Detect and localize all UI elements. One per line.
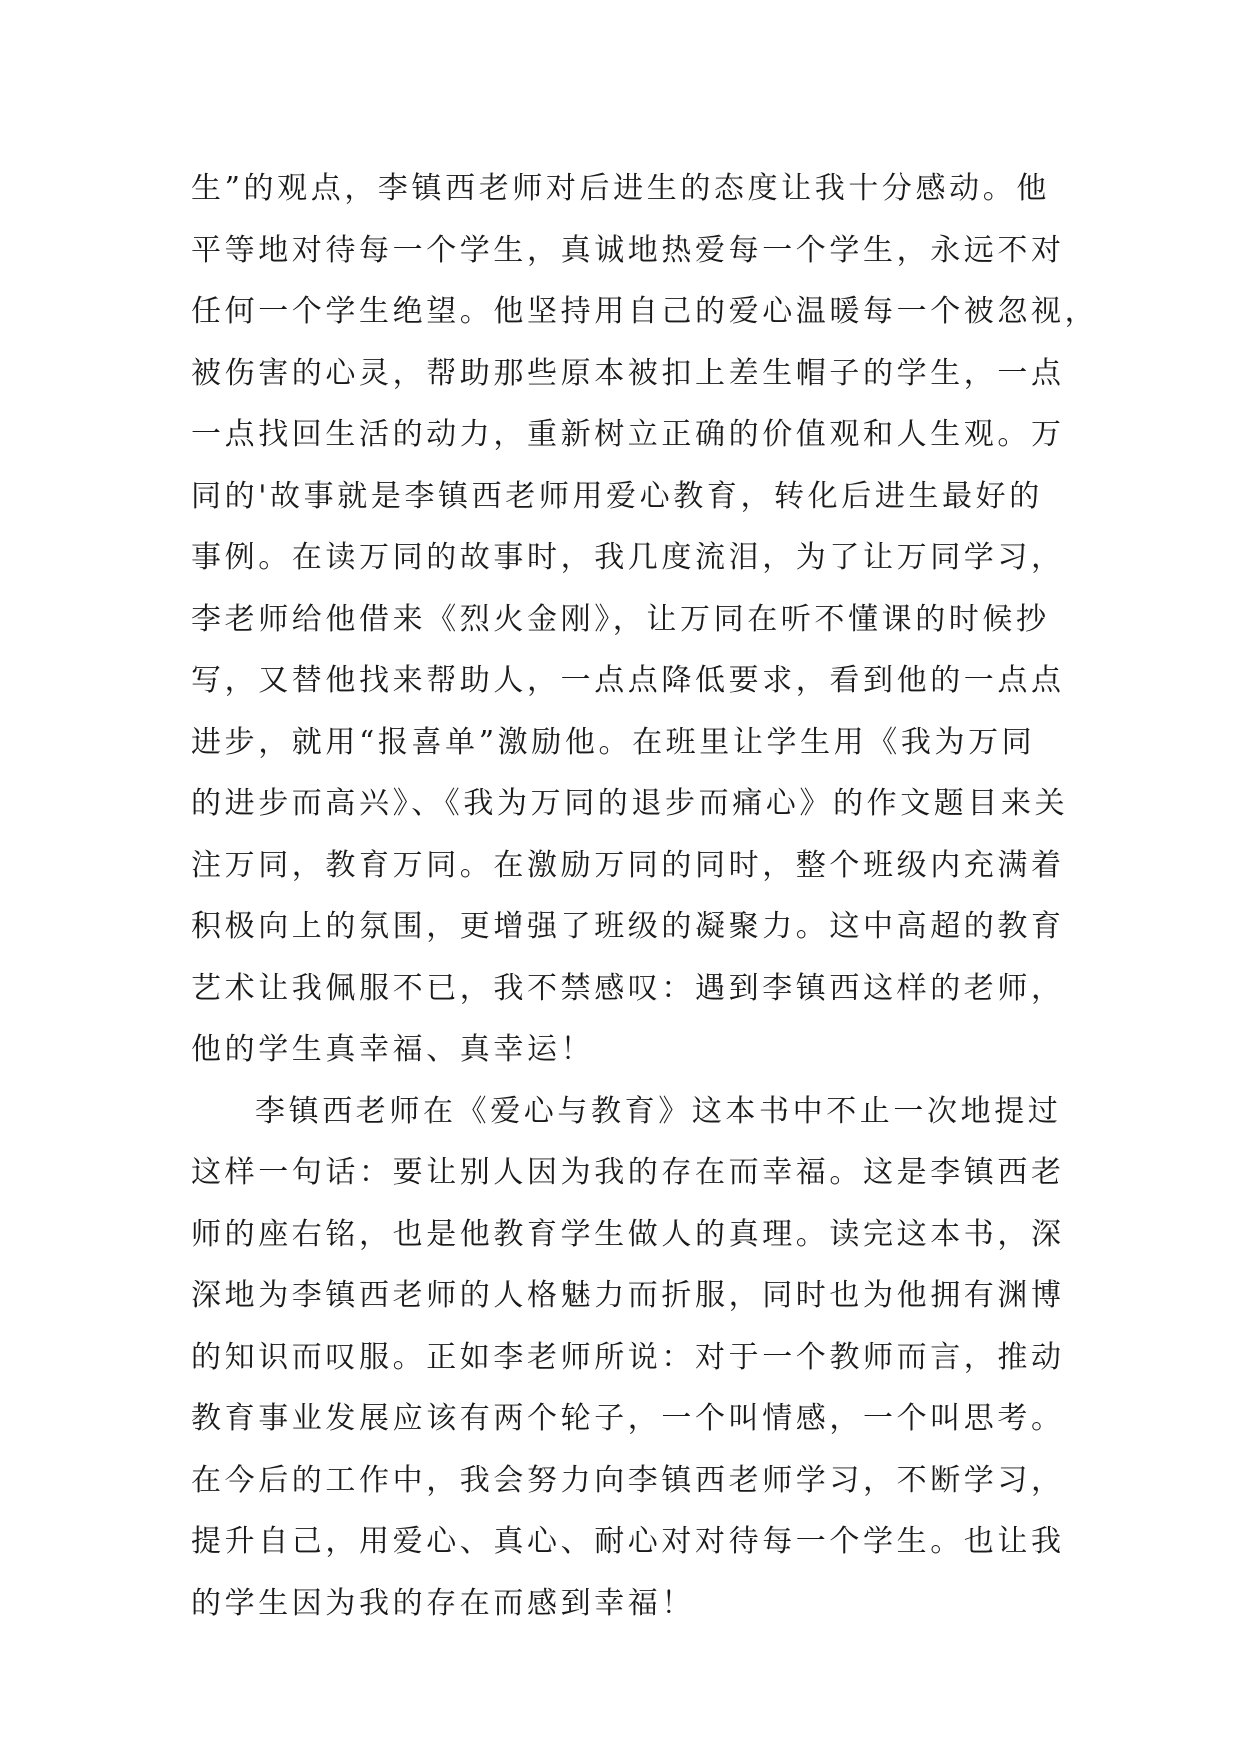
text-line: 李老师给他借来《烈火金刚》，让万同在听不懂课的时候抄 — [191, 601, 1050, 637]
text-line: 进步，就用“报喜单”激励他。在班里让学生用《我为万同 — [191, 724, 1036, 760]
text-line: 生”的观点，李镇西老师对后进生的态度让我十分感动。他 — [191, 171, 1050, 206]
text-line: 注万同，教育万同。在激励万同的同时，整个班级内充满着 — [191, 847, 1065, 883]
text-line: 任何一个学生绝望。他坚持用自己的爱心温暖每一个被忽视， — [191, 294, 1099, 329]
text-line: 被伤害的心灵，帮助那些原本被扣上差生帽子的学生，一点 — [191, 355, 1065, 391]
text-line: 在今后的工作中，我会努力向李镇西老师学习，不断学习， — [191, 1462, 1065, 1498]
text-line: 的进步而高兴》、《我为万同的退步而痛心》的作文题目来关 — [191, 786, 1069, 821]
text-line: 教育事业发展应该有两个轮子，一个叫情感，一个叫思考。 — [191, 1401, 1065, 1436]
paragraph-2 — [191, 1081, 1071, 1635]
text-line: 他的学生真幸福、真幸运！ — [191, 1032, 595, 1067]
text-line: 深地为李镇西老师的人格魅力而折服，同时也为他拥有渊博 — [191, 1278, 1065, 1313]
text-line: 的学生因为我的存在而感到幸福！ — [191, 1585, 695, 1621]
text-line: 同的'故事就是李镇西老师用爱心教育，转化后进生最好的 — [191, 478, 1043, 514]
text-line: 李镇西老师在《爱心与教育》这本书中不止一次地提过 — [255, 1093, 1062, 1129]
document-body — [191, 158, 1099, 1634]
text-line: 这样一句话：要让别人因为我的存在而幸福。这是李镇西老 — [191, 1155, 1065, 1190]
text-line: 一点找回生活的动力，重新树立正确的价值观和人生观。万 — [191, 417, 1065, 452]
paragraph-1 — [191, 158, 1099, 1081]
text-line: 平等地对待每一个学生，真诚地热爱每一个学生，永远不对 — [191, 232, 1065, 268]
text-line: 写，又替他找来帮助人，一点点降低要求，看到他的一点点 — [191, 663, 1065, 698]
text-line: 艺术让我佩服不已，我不禁感叹：遇到李镇西这样的老师， — [191, 970, 1065, 1006]
text-line: 师的座右铭，也是他教育学生做人的真理。读完这本书，深 — [191, 1216, 1065, 1252]
text-line: 事例。在读万同的故事时，我几度流泪，为了让万同学习， — [191, 540, 1065, 575]
text-line: 积极向上的氛围，更增强了班级的凝聚力。这中高超的教育 — [191, 909, 1065, 944]
text-line: 提升自己，用爱心、真心、耐心对对待每一个学生。也让我 — [191, 1524, 1065, 1559]
text-line: 的知识而叹服。正如李老师所说：对于一个教师而言，推动 — [191, 1339, 1065, 1375]
